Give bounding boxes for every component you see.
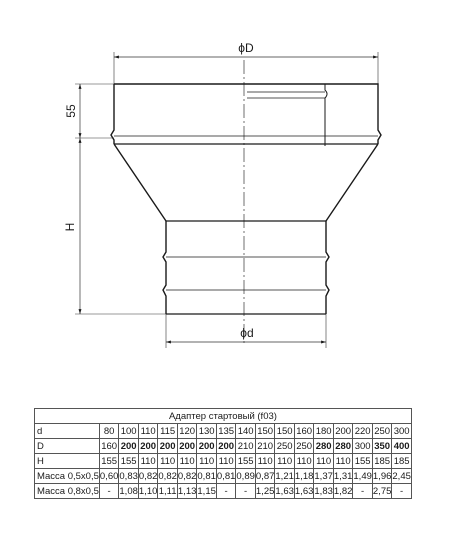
table-cell: 1,08 [119, 485, 138, 497]
table-cell: 1,63 [294, 485, 314, 497]
table-cell: 2,75 [372, 485, 392, 497]
table-cell: 1,31 [333, 470, 353, 482]
table-cell: 200 [159, 440, 176, 452]
table-cell: 200 [120, 440, 137, 452]
table-cell: 160 [101, 440, 118, 452]
table-cell: 1,49 [353, 470, 372, 482]
dim-label-height: H [63, 222, 77, 232]
table-cell: 280 [315, 440, 332, 452]
table-cell: - [353, 484, 373, 499]
table-cell: 280 [335, 440, 352, 452]
table-cell: 0,82 [177, 470, 197, 482]
table-cell: 150 [276, 425, 293, 437]
table-row [35, 424, 412, 439]
table-cell: 0,82 [138, 470, 158, 482]
table-cell: 110 [275, 454, 295, 469]
table-cell: 250 [276, 440, 293, 452]
table-cell: 0,87 [255, 470, 275, 482]
table-cell: 0,89 [236, 470, 255, 482]
table-cell: 350 [374, 440, 391, 452]
table-cell: 80 [99, 424, 119, 439]
table-cell: - [236, 484, 256, 499]
table-cell: 220 [354, 425, 371, 437]
table-cell: 0,81 [197, 470, 216, 482]
table-cell: 0,82 [158, 470, 177, 482]
table-cell: 135 [218, 425, 235, 437]
table-cell: 0,60 [99, 470, 119, 482]
table-cell: 155 [354, 455, 371, 467]
table-cell: 100 [120, 425, 137, 437]
table-cell: 140 [237, 425, 254, 437]
upper-collar-outline [111, 84, 381, 144]
table-cell: 1,63 [275, 485, 294, 497]
table-cell: 250 [296, 440, 313, 452]
table-cell: 1,21 [275, 470, 294, 482]
table-cell: - [99, 484, 119, 499]
table-cell: 1,96 [372, 470, 392, 482]
table-cell: 400 [393, 440, 410, 452]
row-label: Масса 0,5х0,5 [35, 469, 100, 484]
table-caption: Адаптер стартовый (f03) [35, 409, 412, 424]
spec-table [34, 408, 412, 499]
table-cell: 200 [335, 425, 352, 437]
table-cell: 300 [354, 440, 371, 452]
lower-pipe-outline [163, 221, 329, 314]
table-row [35, 439, 412, 454]
table-cell: 1,10 [138, 485, 158, 497]
table-cell: 0,83 [119, 470, 138, 482]
row-label: D [35, 439, 100, 454]
row-label: d [35, 424, 100, 439]
table-cell: - [392, 484, 412, 499]
row-label: H [35, 454, 100, 469]
table-cell: 1,15 [197, 485, 216, 497]
inner-sleeve-edge [325, 84, 327, 146]
table-cell: 300 [393, 425, 410, 437]
table-cell: 1,18 [294, 470, 314, 482]
table-row [35, 484, 412, 499]
table-cell: - [216, 484, 236, 499]
table-cell: 155 [237, 455, 254, 467]
table-cell: 200 [198, 440, 215, 452]
table-cell: 210 [257, 440, 274, 452]
table-cell: 155 [120, 455, 137, 467]
table-cell: 1,82 [333, 485, 353, 497]
table-row [35, 469, 412, 484]
table-cell: 155 [101, 455, 118, 467]
table-cell: 110 [294, 454, 314, 469]
table-cell: 110 [158, 454, 178, 469]
table-cell: 115 [158, 424, 178, 439]
dim-label-inner-diameter: ϕd [240, 326, 254, 340]
table-cell: 110 [197, 454, 217, 469]
table-cell: 110 [216, 454, 236, 469]
table-cell: 110 [138, 424, 158, 439]
table-cell: 160 [296, 425, 313, 437]
table-cell: 250 [374, 425, 391, 437]
table-cell: 185 [374, 455, 391, 467]
table-caption-row [35, 409, 412, 424]
table-cell: 130 [198, 425, 215, 437]
table-cell: 110 [333, 454, 353, 469]
table-row [35, 454, 412, 469]
table-cell: 180 [315, 425, 332, 437]
dim-label-outer-diameter: ϕD [238, 41, 254, 55]
table-cell: 1,25 [255, 485, 275, 497]
table-cell: 200 [140, 440, 157, 452]
table-cell: 0,81 [216, 470, 236, 482]
dim-label-collar-height: 55 [64, 104, 78, 118]
table-cell: 2,45 [392, 470, 411, 482]
table-cell: 1,13 [177, 485, 197, 497]
table-cell: 120 [179, 425, 196, 437]
table-cell: 110 [177, 454, 197, 469]
table-cell: 1,37 [314, 470, 333, 482]
table-cell: 200 [179, 440, 196, 452]
table-cell: 200 [218, 440, 235, 452]
table-cell: 110 [138, 454, 158, 469]
table-cell: 1,83 [314, 485, 333, 497]
row-label: Масса 0,8х0,5 [35, 484, 100, 499]
table-cell: 210 [237, 440, 254, 452]
cone-outline [114, 144, 378, 221]
table-cell: 185 [393, 455, 410, 467]
table-cell: 1,11 [158, 485, 177, 497]
table-cell: 150 [257, 425, 274, 437]
table-cell: 110 [255, 454, 275, 469]
table-cell: 110 [314, 454, 334, 469]
